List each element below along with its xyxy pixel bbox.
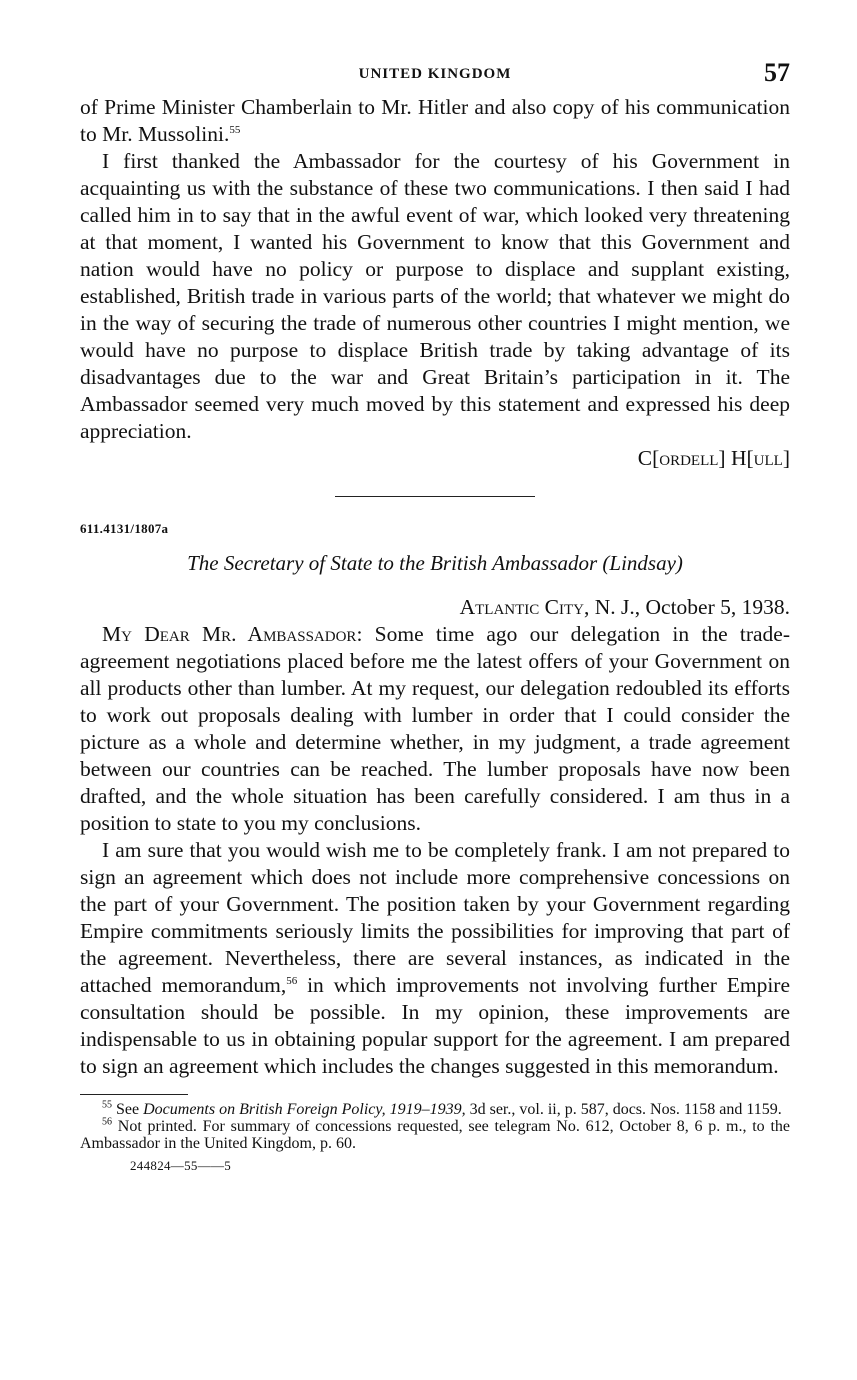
continued-paragraph — [80, 94, 790, 148]
dateline-date: , N. J., October 5, 1938. — [583, 595, 790, 619]
footnote-ref-56: 56 — [286, 974, 298, 987]
memo-paragraph: I first thanked the Ambassador for the courtesy of his Government in acquainting us with the substance of these two communications. I then said I had called him in to say that in the awful event of war, which looked very threatening at that moment, I wanted his Government to know that this Government and nation would have no policy or purpose to displace and supplant existing, established, British trade in various parts of the world; that whatever we might do in the way of securing the trade of numerous other countries I might mention, we would have no purpose to displace British trade by taking advantage of its disadvantages due to the war and Great Britain’s participation in it. The Ambassador seemed very much moved by this statement and expressed his deep appreciation. — [80, 149, 790, 443]
footnotes — [80, 1101, 790, 1152]
footnote-56: $^{56}$ Not printed. For summary of concessions requested, see telegram No. 612, October 8, 6 p. m., to the Ambassador in the United Kingdom, p. 60. — [80, 1116, 790, 1152]
continued-paragraph-text: of Prime Minister Chamberlain to Mr. Hitler and also copy of his communication to Mr. Mussolini. — [80, 95, 790, 146]
footnote-55: $^{55}$ See Documents on British Foreign Policy, 1919–1939, 3d ser., vol. ii, p. 587, docs. Nos. 1158 and 1159. — [102, 1099, 782, 1118]
dateline-place: Atlantic City — [459, 595, 584, 619]
document-page — [80, 58, 790, 1174]
page-number: 57 — [764, 58, 790, 87]
footnote-divider — [80, 1094, 188, 1095]
running-head — [80, 58, 790, 94]
print-code: 244824—55——5 — [130, 1158, 232, 1173]
salutation: My Dear Mr. Ambassador — [102, 622, 357, 646]
footnote-ref-55: 55 — [229, 123, 241, 136]
section-divider — [335, 496, 535, 497]
signature: C[ordell] H[ull] — [637, 446, 790, 470]
letter-paragraph-2: I am sure that you would wish me to be completely frank. I am not prepared to sign an agreement which does not include more comprehensive concessions on the part of your Government. The position taken by your Government regarding Empire commitments seriously limits the possibilities for improving that part of the agreement. Nevertheless, there are several instances, as indicated in the attached memorandum,$^{56}$ in which improvements not involving further Empire consultation should be possible. In my opinion, these improvements are indispensable to us in obtaining popular support for the agreement. I am prepared to sign an agreement which includes the changes suggested in this memorandum. — [80, 838, 790, 1078]
file-number: 611.4131/1807a — [80, 521, 169, 536]
document-title: The Secretary of State to the British Ambassador (Lindsay) — [187, 551, 683, 575]
letter-paragraph-1: My Dear Mr. Ambassador: Some time ago our delegation in the trade-agreement negotiations placed before me the latest offers of your Government on all products other than lumber. At my request, our delegation redoubled its efforts to work out proposals dealing with lumber in order that I could consider the picture as a whole and determine whether, in my judgment, a trade agreement between our countries can be reached. The lumber proposals have now been drafted, and the whole situation has been carefully considered. I am thus in a position to state to you my conclusions. — [80, 622, 790, 835]
letter-paragraph-1-text: Some time ago our delegation in the trade-agreement negotiations placed before me the latest offers of your Government on all products other than lumber. At my request, our delegation redoubled its efforts to work out proposals dealing with lumber in order that I could consider the picture as a whole and determine whether, in my judgment, a trade agreement between our countries can be reached. The lumber proposals have now been drafted, and the whole situation has been carefully considered. I am thus in a position to state to you my conclusions. — [80, 622, 790, 835]
dateline — [80, 594, 790, 621]
running-head-title: UNITED KINGDOM — [358, 66, 512, 82]
